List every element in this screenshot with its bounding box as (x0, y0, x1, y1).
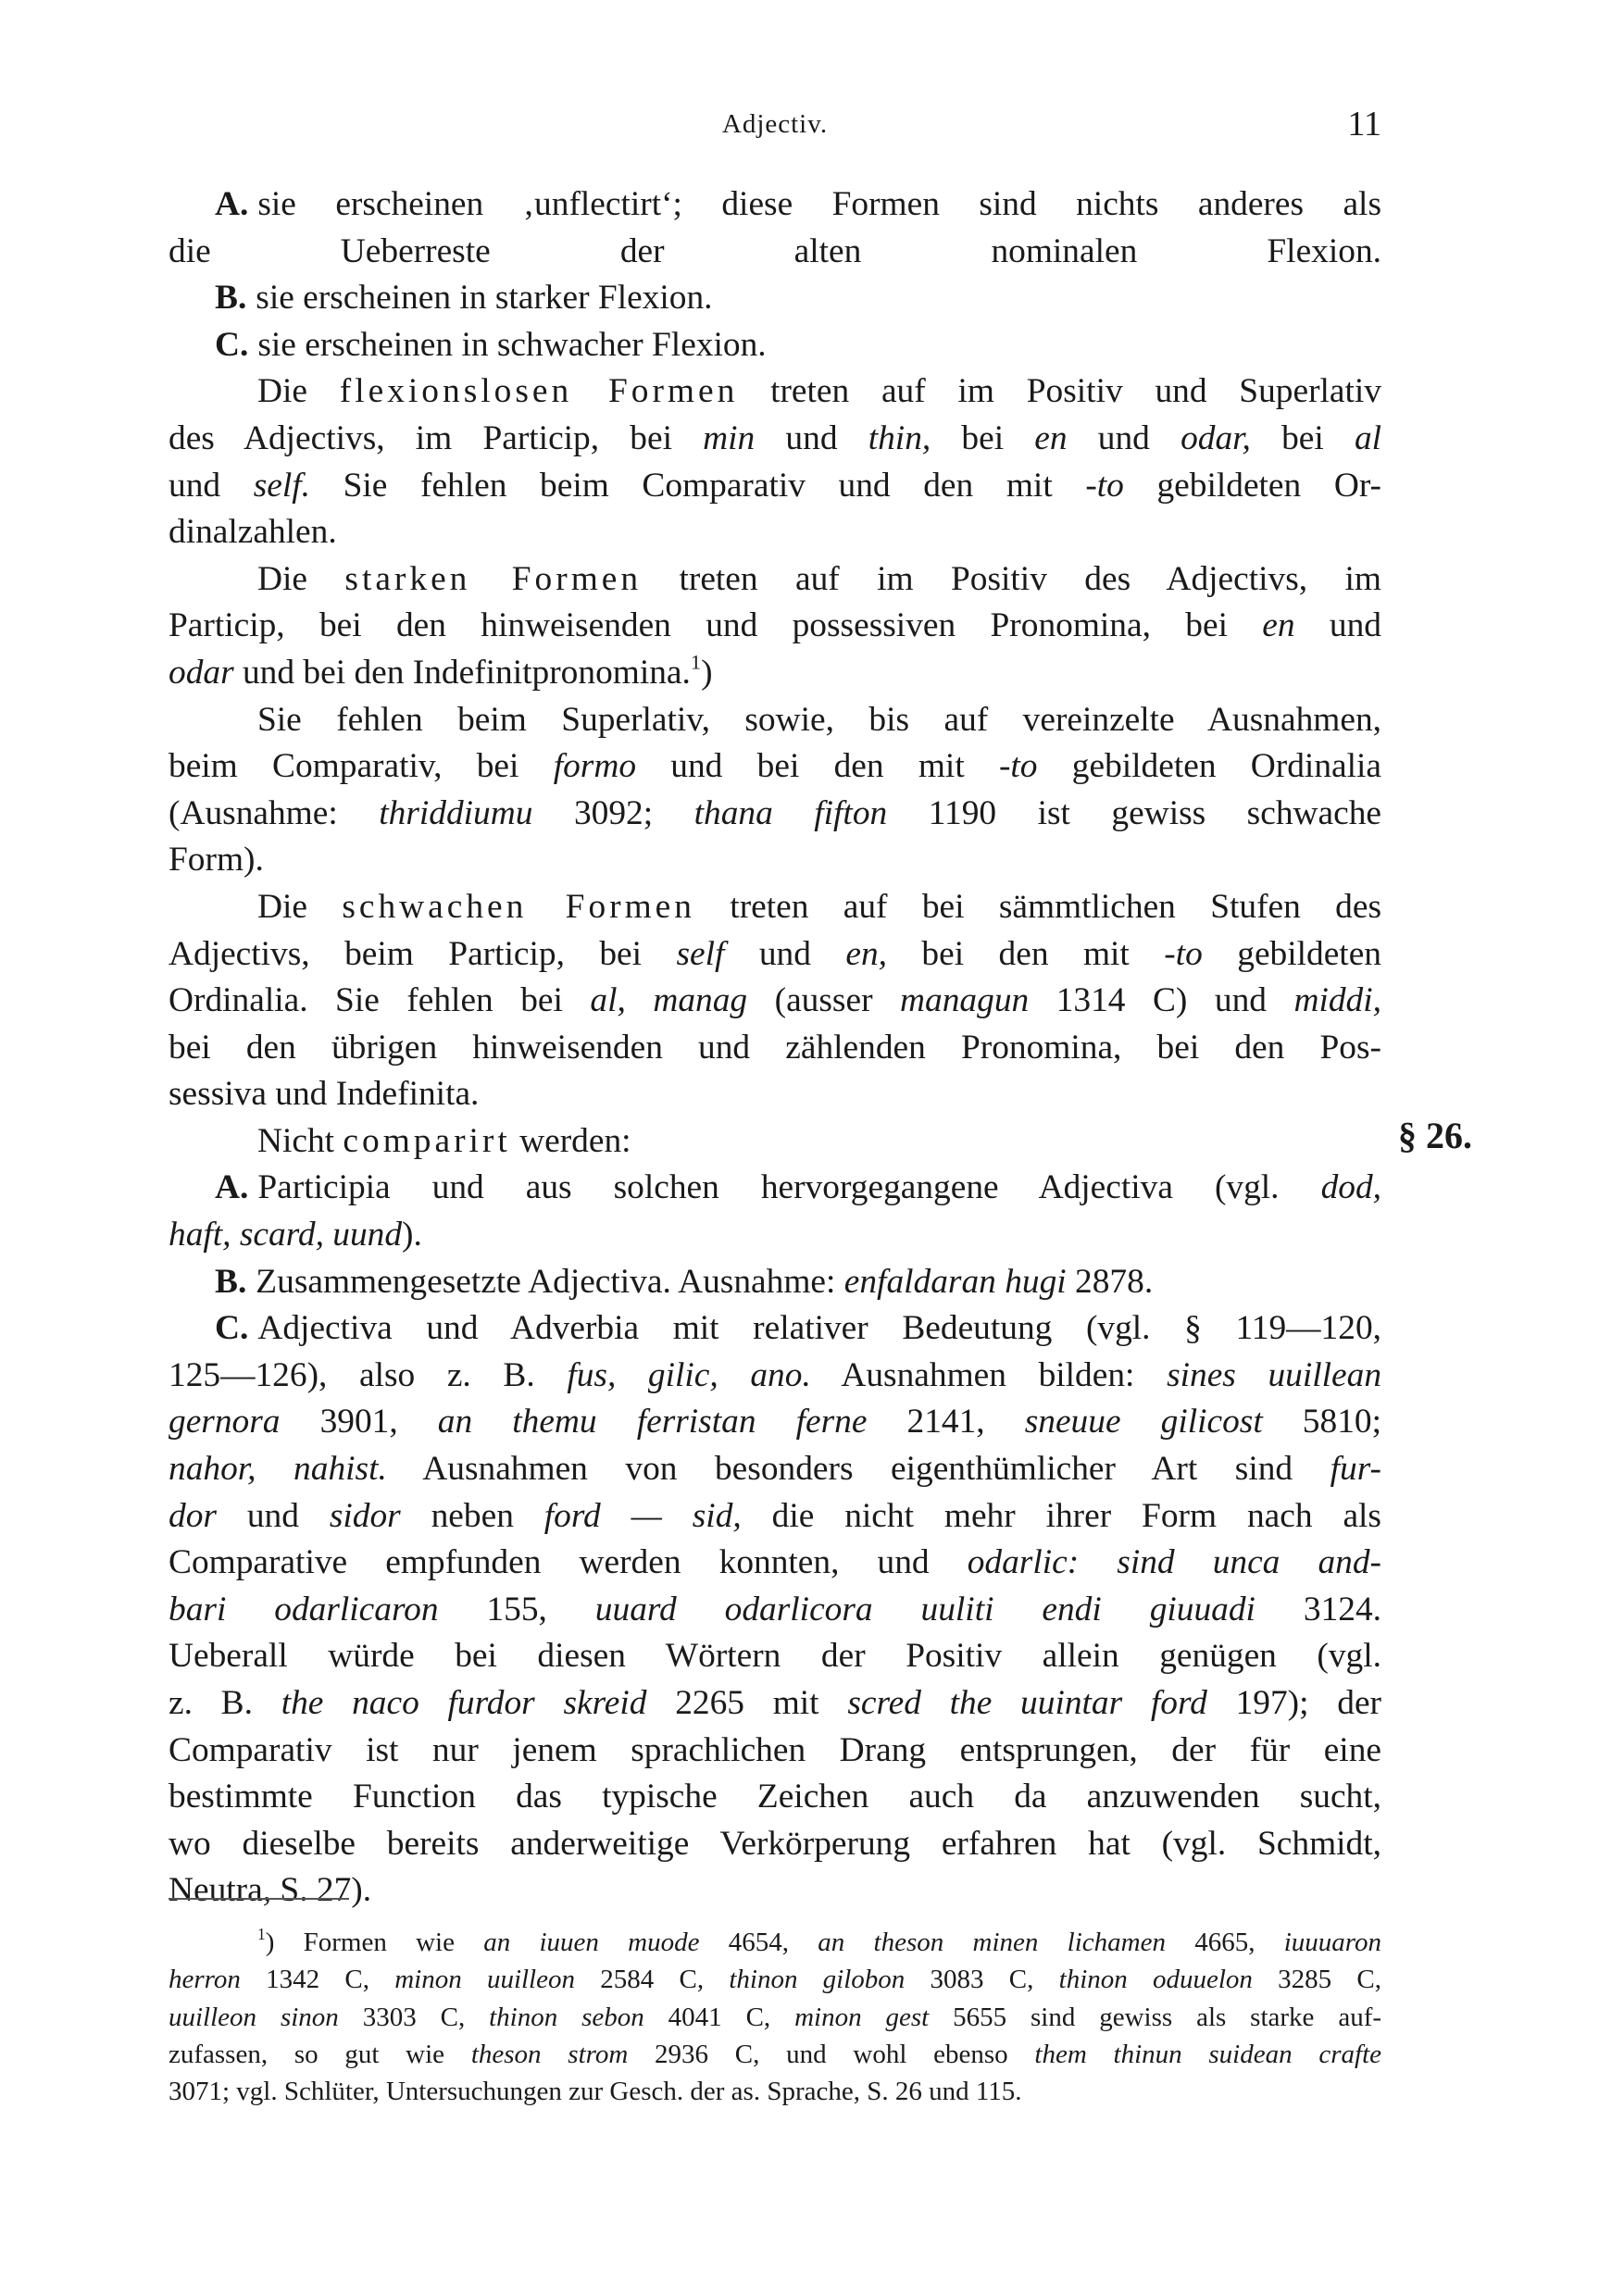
text-line (169, 1071, 1381, 1118)
line-text: dor und sidor neben ford — sid, die nicht mehr ihrer Form nach als (169, 1496, 1381, 1535)
page-header (169, 104, 1381, 150)
line-text: Adjectivs, beim Particip, bei self und en, bei den mit -to gebildeten (169, 934, 1381, 973)
text-line (169, 368, 1381, 416)
text-line (169, 1540, 1381, 1587)
text-line (169, 931, 1381, 979)
text-line (169, 1728, 1381, 1775)
line-text: z. B. the naco furdor skreid 2265 mit scred the uuintar ford 197); der (169, 1684, 1381, 1722)
page-number: 11 (1347, 105, 1381, 144)
line-text: zufassen, so gut wie theson strom 2936 C, und wohl ebenso them thinun suidean crafte (169, 2039, 1381, 2069)
text-line (169, 275, 1381, 322)
text-line (169, 1867, 1381, 1915)
list-marker: A. (215, 185, 249, 223)
text-line (169, 1821, 1381, 1868)
line-text: bari odarlicaron 155, uuard odarlicora uuliti endi giuuadi 3124. (169, 1590, 1382, 1628)
text-line (169, 1399, 1381, 1446)
text-line (169, 1353, 1381, 1400)
line-text: sessiva und Indefinita. (169, 1075, 480, 1114)
line-text: Neutra, S. 27). (169, 1871, 372, 1910)
line-text: gernora 3901, an themu ferristan ferne 2141, sneuue gilicost 5810; (169, 1403, 1381, 1441)
line-text: Ueberall würde bei diesen Wörtern der Positiv allein genügen (vgl. (169, 1637, 1381, 1676)
text-line (169, 791, 1381, 838)
list-marker: B. (215, 1262, 247, 1301)
line-text: und self. Sie fehlen beim Comparativ und den mit -to gebildeten Or- (169, 466, 1381, 505)
text-line (169, 1446, 1381, 1493)
text-line (169, 837, 1381, 884)
line-text: sie erscheinen in starker Flexion. (256, 279, 713, 318)
text-line (169, 1259, 1381, 1306)
main-text (169, 181, 1381, 1915)
line-text: Sie fehlen beim Superlativ, sowie, bis auf vereinzelte Ausnahmen, (257, 700, 1381, 739)
line-text: Adjectiva und Adverbia mit relativer Bedeutung (vgl. § 119—120, (257, 1309, 1381, 1348)
line-text: nahor, nahist. Ausnahmen von besonders eigenthümlicher Art sind fur- (169, 1450, 1381, 1489)
list-marker: C. (215, 1309, 249, 1348)
line-text: die Ueberreste der alten nominalen Flexion. (169, 231, 1381, 270)
footnote-line (169, 1999, 1381, 2036)
line-text: herron 1342 C, minon uuilleon 2584 C, thinon gilobon 3083 C, thinon oduuelon 3285 C, (169, 1965, 1382, 1995)
line-text: Comparative empfunden werden konnten, und odarlic: sind unca and- (169, 1543, 1381, 1582)
line-text: Die schwachen Formen treten auf bei sämmtlichen Stufen des (257, 887, 1381, 926)
line-text: sie erscheinen ‚unflectirt‘; diese Formen sind nichts anderes als (257, 185, 1381, 223)
text-line (169, 1774, 1381, 1821)
text-line (169, 650, 1381, 697)
line-text: Nicht comparirt werden: (257, 1121, 631, 1160)
line-text: des Adjectivs, im Particip, bei min und thin, bei en und odar, bei al (169, 418, 1382, 457)
line-text: sie erscheinen in schwacher Flexion. (257, 325, 767, 364)
list-marker: C. (215, 325, 249, 364)
section-marker: § 26. (1398, 1115, 1472, 1156)
line-text: Zusammengesetzte Adjectiva. Ausnahme: enfaldaran hugi 2878. (256, 1262, 1154, 1301)
text-line (169, 1212, 1381, 1259)
line-text: beim Comparativ, bei formo und bei den mit -to gebildeten Ordinalia (169, 747, 1381, 786)
text-line (169, 884, 1381, 931)
line-text: 3071; vgl. Schlüter, Untersuchungen zur Gesch. der as. Sprache, S. 26 und 115. (169, 2077, 1022, 2107)
footnote-line (169, 1961, 1381, 1998)
text-line (169, 556, 1381, 604)
line-text: odar und bei den Indefinitpronomina.$^1$) (169, 650, 713, 692)
line-text: Participia und aus solchen hervorgegangene Adjectiva (vgl. dod, (257, 1168, 1381, 1207)
running-head: Adjectiv. (721, 109, 829, 139)
line-text: (Ausnahme: thriddiumu 3092; thana fifton 1190 ist gewiss schwache (169, 793, 1381, 832)
line-text: Form). (169, 841, 264, 880)
text-line (169, 743, 1381, 791)
footnote-line (169, 2036, 1381, 2073)
text-line (169, 603, 1381, 650)
text-line (169, 1633, 1381, 1680)
line-text: Ordinalia. Sie fehlen bei al, manag (ausser managun 1314 C) und middi, (169, 981, 1381, 1020)
line-text: Die starken Formen treten auf im Positiv des Adjectivs, im (257, 559, 1381, 598)
text-line (169, 978, 1381, 1025)
text-line (169, 1493, 1381, 1541)
list-marker: A. (215, 1168, 249, 1207)
line-text: wo dieselbe bereits anderweitige Verkörperung erfahren hat (vgl. Schmidt, (169, 1824, 1381, 1863)
line-text: bei den übrigen hinweisenden und zählenden Pronomina, bei den Pos- (169, 1028, 1381, 1067)
text-line (169, 1165, 1381, 1212)
line-text: haft, scard, uund). (169, 1216, 422, 1254)
line-text: $^1$) Formen wie an iuuen muode 4654, an theson minen lichamen 4665, iuuuaron (257, 1924, 1382, 1957)
line-text: Particip, bei den hinweisenden und possessiven Pronomina, bei en und (169, 606, 1381, 645)
text-line (169, 1118, 1381, 1166)
footnote-line (169, 1924, 1381, 1961)
list-marker: B. (215, 279, 247, 318)
footnote-line (169, 2073, 1381, 2110)
line-text: bestimmte Function das typische Zeichen auch da anzuwenden sucht, (169, 1778, 1381, 1816)
text-line (169, 229, 1381, 276)
footnote-divider (169, 1898, 349, 1900)
text-line (169, 322, 1381, 369)
line-text: Die flexionslosen Formen treten auf im Positiv und Superlativ (257, 372, 1381, 411)
text-line (169, 463, 1381, 510)
text-line (169, 416, 1381, 463)
text-line (169, 1305, 1381, 1353)
line-text: 125—126), also z. B. fus, gilic, ano. Ausnahmen bilden: sines uuillean (169, 1355, 1382, 1394)
text-line (169, 509, 1381, 556)
text-line (169, 1587, 1381, 1634)
text-line (169, 181, 1381, 229)
line-text: dinalzahlen. (169, 513, 337, 552)
text-line (169, 1680, 1381, 1728)
text-line (169, 1025, 1381, 1072)
footnote (169, 1924, 1381, 2110)
line-text: uuilleon sinon 3303 C, thinon sebon 4041 C, minon gest 5655 sind gewiss als starke auf- (169, 2002, 1382, 2032)
text-line (169, 697, 1381, 744)
line-text: Comparativ ist nur jenem sprachlichen Drang entsprungen, der für eine (169, 1730, 1381, 1769)
